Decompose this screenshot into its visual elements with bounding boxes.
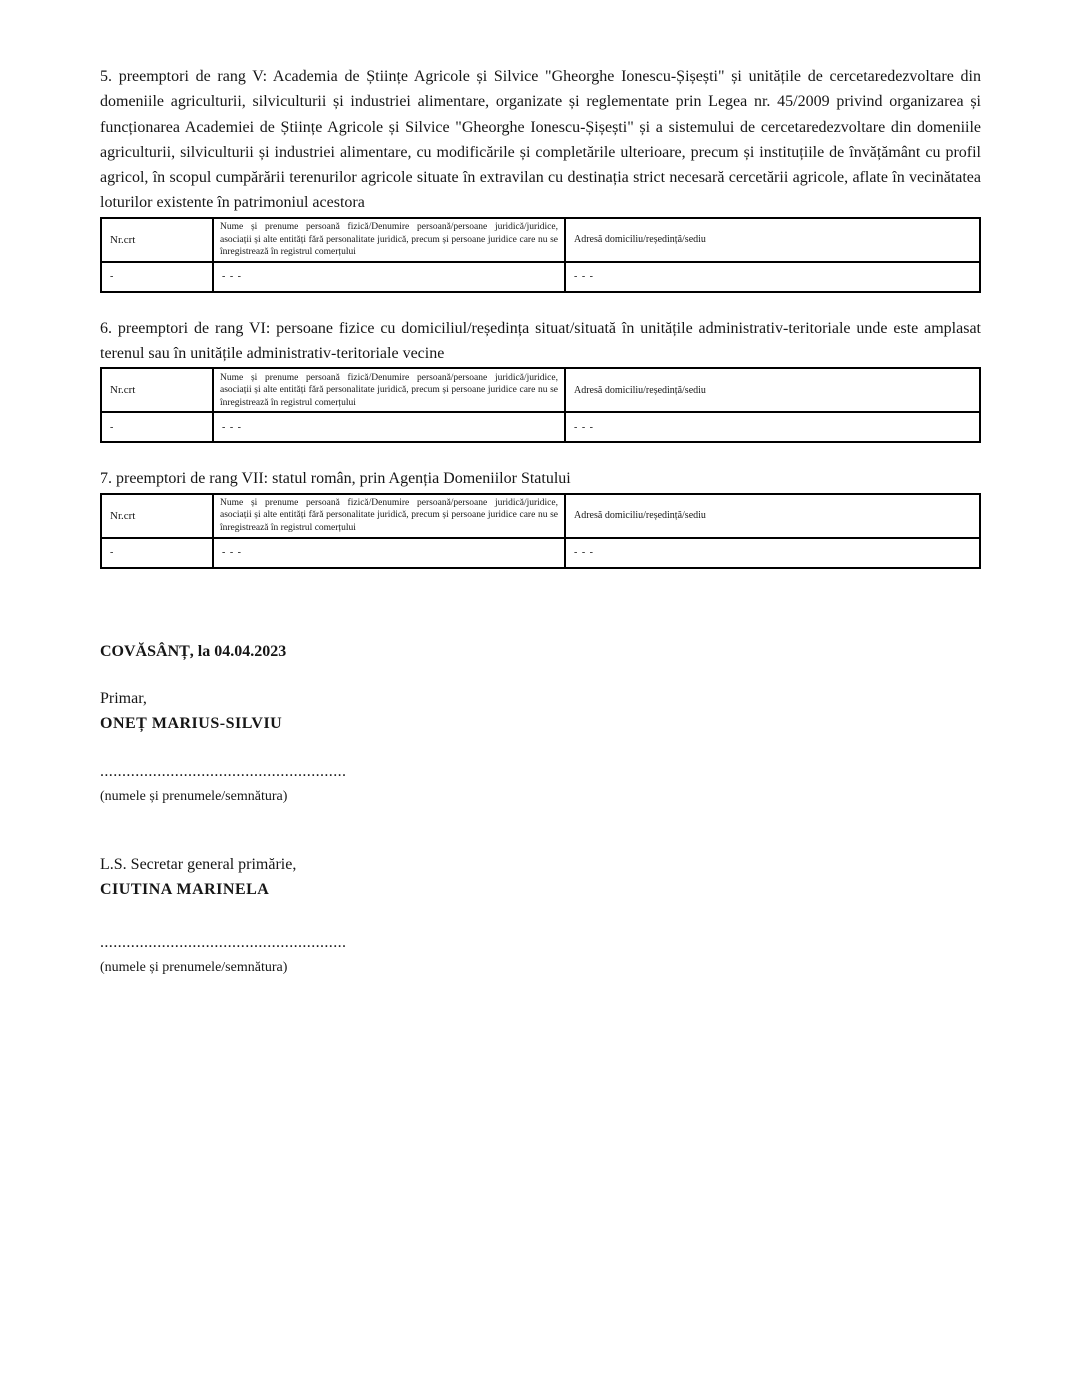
section-7-paragraph: 7. preemptori de rang VII: statul român, prin Agenția Domeniilor Statului <box>100 470 571 488</box>
cell-nr: - <box>101 262 213 292</box>
col-header-address: Adresă domiciliu/reședință/sediu <box>565 494 980 538</box>
signer-role-secretary: L.S. Secretar general primărie, <box>100 856 297 874</box>
cell-nr: - <box>101 412 213 442</box>
col-header-address: Adresă domiciliu/reședință/sediu <box>565 368 980 412</box>
section-6-paragraph: 6. preemptori de rang VI: persoane fizice cu domiciliul/reședința situat/situată în unitățile administrativ-teritoriale unde este amplasat terenul sau în unitățile administrativ-teritoriale vecine <box>100 319 981 363</box>
signature-caption: (numele și prenumele/semnătura) <box>100 788 288 804</box>
signature-caption: (numele și prenumele/semnătura) <box>100 960 288 976</box>
table-header-row <box>101 218 980 262</box>
col-header-nr-crt: Nr.crt <box>101 368 213 412</box>
section-6-table <box>100 367 981 443</box>
signature-line: ........................................................ <box>100 762 347 780</box>
cell-name: - - - <box>213 262 565 292</box>
table-row <box>101 538 980 568</box>
col-header-address: Adresă domiciliu/reședință/sediu <box>565 218 980 262</box>
cell-name: - - - <box>213 538 565 568</box>
cell-nr: - <box>101 538 213 568</box>
col-header-name: Nume și prenume persoană fizică/Denumire persoană/persoane juridică/juridice, asociații și alte entități fără personalitate juridică, precum și persoane juridice care nu se înregistrează în registrul comerțului <box>213 494 565 538</box>
document-content <box>100 64 981 980</box>
table-row <box>101 412 980 442</box>
col-header-nr-crt: Nr.crt <box>101 494 213 538</box>
place-and-date: COVĂSÂNȚ, la 04.04.2023 <box>100 642 287 660</box>
table-header-row <box>101 368 980 412</box>
signer-role-mayor: Primar, <box>100 689 147 707</box>
section-5-paragraph: 5. preemptori de rang V: Academia de Științe Agricole și Silvice "Gheorghe Ionescu-Șișești" și unitățile de cercetaredezvoltare din domeniile agriculturii, silviculturii și industriei alimentare, organizate și reglementate prin Legea nr. 45/2009 privind organizarea și funcționarea Academiei de Științe Agricole și Silvice "Gheorghe Ionescu-Șișești" și a sistemului de cercetaredezvoltare din domeniile agriculturii, silviculturii și industriei alimentare, cu modificările și completările ulterioare, precum și instituțiile de învățământ cu profil agricol, în scopul cumpărării terenurilor agricole situate în extravilan cu destinația strict necesară cercetării agricole, aflate în vecinătatea loturilor existente în patrimoniul acestora <box>100 68 981 212</box>
section-7-table <box>100 493 981 569</box>
col-header-name: Nume și prenume persoană fizică/Denumire persoană/persoane juridică/juridice, asociații și alte entități fără personalitate juridică, precum și persoane juridice care nu se înregistrează în registrul comerțului <box>213 218 565 262</box>
table-row <box>101 262 980 292</box>
signature-line: ........................................................ <box>100 933 347 951</box>
cell-address: - - - <box>565 412 980 442</box>
section-5-table <box>100 217 981 293</box>
cell-address: - - - <box>565 538 980 568</box>
cell-name: - - - <box>213 412 565 442</box>
table-header-row <box>101 494 980 538</box>
col-header-name: Nume și prenume persoană fizică/Denumire persoană/persoane juridică/juridice, asociații și alte entități fără personalitate juridică, precum și persoane juridice care nu se înregistrează în registrul comerțului <box>213 368 565 412</box>
col-header-nr-crt: Nr.crt <box>101 218 213 262</box>
signer-name-mayor: ONEȚ MARIUS-SILVIU <box>100 715 283 733</box>
cell-address: - - - <box>565 262 980 292</box>
signer-name-secretary: CIUTINA MARINELA <box>100 881 270 899</box>
